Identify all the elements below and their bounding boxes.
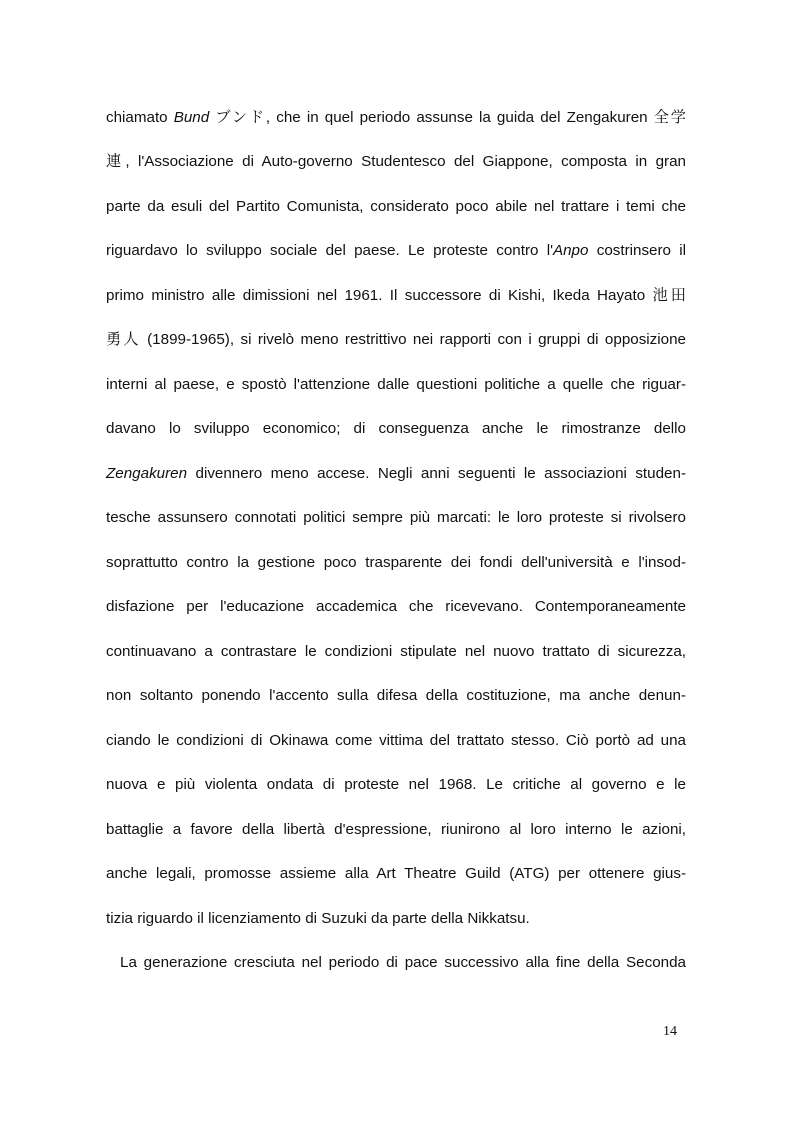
text-line [106, 864, 686, 884]
text-segment: primo ministro alle dimissioni nel 1961. Il successore di Kishi, Ikeda Hayato 池田 [106, 287, 686, 304]
text-segment: parte da esuli del Partito Comunista, considerato poco abile nel trattare i temi che [106, 198, 686, 215]
text-line [106, 152, 686, 172]
text-segment: nuova e più violenta ondata di proteste nel 1968. Le critiche al governo e le [106, 776, 686, 793]
text-segment: La generazione cresciuta nel periodo di pace successivo alla fine della Seconda [120, 954, 686, 971]
text-segment: divennero meno accese. Negli anni seguenti le associazioni studen- [187, 465, 686, 482]
text-line [106, 375, 686, 395]
text-line [106, 108, 686, 128]
text-segment: ブンド, che in quel periodo assunse la guida del Zengakuren 全学 [209, 109, 686, 126]
italic-term: Zengakuren [106, 465, 188, 482]
text-segment: 勇人 (1899-1965), si rivelò meno restrittivo nei rapporti con i gruppi di opposizione [106, 331, 686, 348]
text-line [106, 508, 686, 528]
text-line [106, 419, 686, 439]
text-line [106, 731, 686, 751]
text-segment: soprattutto contro la gestione poco trasparente dei fondi dell'università e l'insod- [106, 554, 686, 571]
text-line [106, 597, 686, 617]
text-line [120, 953, 686, 973]
text-line [106, 241, 686, 261]
text-segment: davano lo sviluppo economico; di conseguenza anche le rimostranze dello [106, 420, 686, 437]
text-segment: non soltanto ponendo l'accento sulla difesa della costituzione, ma anche denun- [106, 687, 686, 704]
text-segment: 連, l'Associazione di Auto-governo Studentesco del Giappone, composta in gran [106, 153, 686, 170]
text-line [106, 909, 686, 929]
text-line [106, 286, 686, 306]
text-line [106, 330, 686, 350]
text-line [106, 775, 686, 795]
italic-term: Bund [173, 109, 210, 126]
italic-term: Anpo [552, 242, 589, 259]
text-segment: chiamato [106, 109, 174, 126]
text-line [106, 642, 686, 662]
text-segment: ciando le condizioni di Okinawa come vittima del trattato stesso. Ciò portò ad una [106, 732, 686, 749]
text-segment: interni al paese, e spostò l'attenzione dalle questioni politiche a quelle che riguar- [106, 376, 686, 393]
text-segment: tizia riguardo il licenziamento di Suzuki da parte della Nikkatsu. [106, 910, 530, 927]
text-line [106, 686, 686, 706]
text-line [106, 197, 686, 217]
text-line [106, 820, 686, 840]
text-segment: battaglie a favore della libertà d'espressione, riunirono al loro interno le azioni, [106, 821, 686, 838]
text-segment: disfazione per l'educazione accademica che ricevevano. Contemporaneamente [106, 598, 686, 615]
text-line [106, 464, 686, 484]
text-segment: continuavano a contrastare le condizioni stipulate nel nuovo trattato di sicurezza, [106, 643, 686, 660]
text-segment: costrinsero il [588, 242, 686, 259]
page-number: 14 [663, 1024, 677, 1039]
text-segment: anche legali, promosse assieme alla Art Theatre Guild (ATG) per ottenere gius- [106, 865, 686, 882]
text-segment: tesche assunsero connotati politici sempre più marcati: le loro proteste si rivolsero [106, 509, 686, 526]
text-segment: riguardavo lo sviluppo sociale del paese. Le proteste contro l' [106, 242, 553, 259]
text-line [106, 553, 686, 573]
